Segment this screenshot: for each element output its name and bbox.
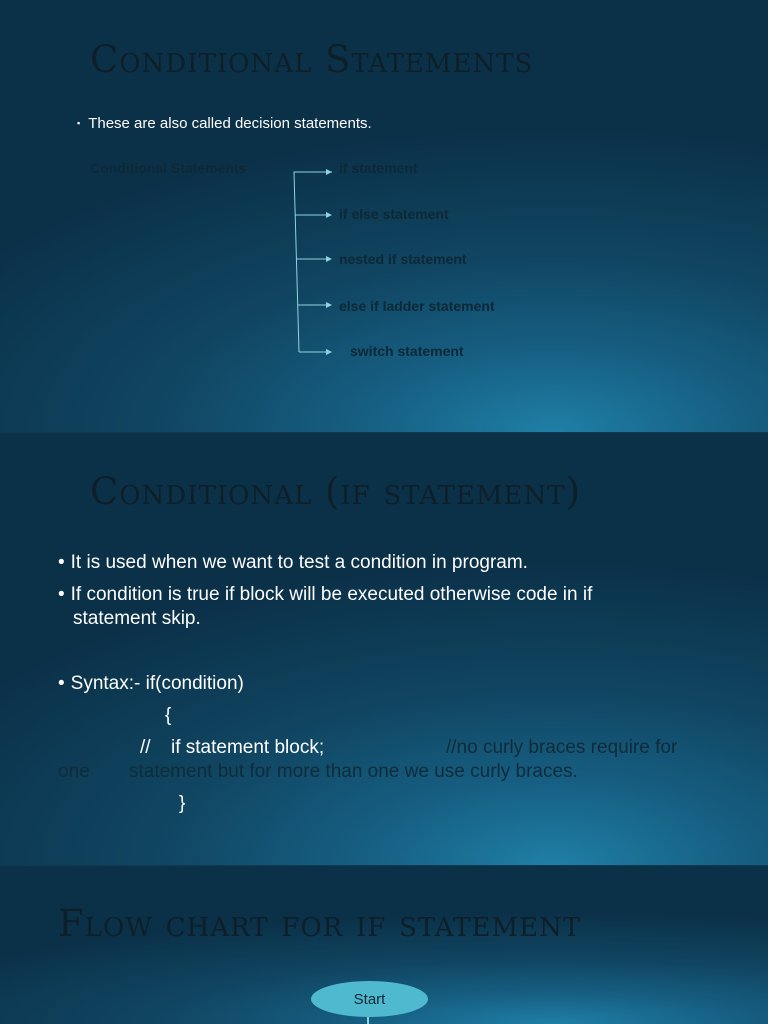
flowchart-start-connector (367, 1017, 369, 1024)
syntax-close-brace: } (179, 793, 186, 814)
syntax-comment-marker: // (140, 737, 151, 758)
slide1-bullet-text: These are also called decision statements. (88, 115, 372, 132)
slide2-bullet-2-continuation: statement skip. (73, 608, 201, 629)
branch-label-else-if-ladder: else if ladder statement (339, 298, 495, 314)
slide2-bullet-1: • It is used when we want to test a condition in program. (58, 552, 528, 573)
syntax-comment-part2a: one (58, 761, 90, 782)
bullet-2-text: If condition is true if block will be executed otherwise code in if (70, 584, 593, 605)
tree-trunk-line (294, 172, 332, 352)
tree-root-label: Conditional Statements (90, 160, 247, 176)
bullet-dot: ▪ (77, 118, 81, 128)
syntax-statement-block: if statement block; (171, 737, 325, 758)
start-node-label: Start (353, 990, 386, 1008)
syntax-open-brace: { (165, 705, 172, 726)
bullet-1-text: It is used when we want to test a condition in program. (70, 552, 528, 573)
slide1-title: Conditional Statements (90, 38, 534, 81)
branch-label-if: if statement (339, 160, 418, 176)
branch-label-nested-if: nested if statement (339, 251, 467, 267)
flowchart-start-node (311, 981, 428, 1017)
syntax-comment-part1: //no curly braces require for (446, 737, 678, 758)
slide2-title: Conditional (if statement) (90, 470, 582, 513)
branch-label-switch: switch statement (350, 343, 464, 359)
syntax-text: Syntax:- if(condition) (70, 673, 244, 694)
slide2-syntax-line: • Syntax:- if(condition) (58, 673, 244, 694)
slide2-bullet-2: • If condition is true if block will be executed otherwise code in if (58, 584, 593, 605)
syntax-comment-part2b: statement but for more than one we use curly braces. (129, 761, 578, 782)
slide3-title: Flow chart for if statement (58, 902, 582, 945)
branch-label-if-else: if else statement (339, 206, 449, 222)
